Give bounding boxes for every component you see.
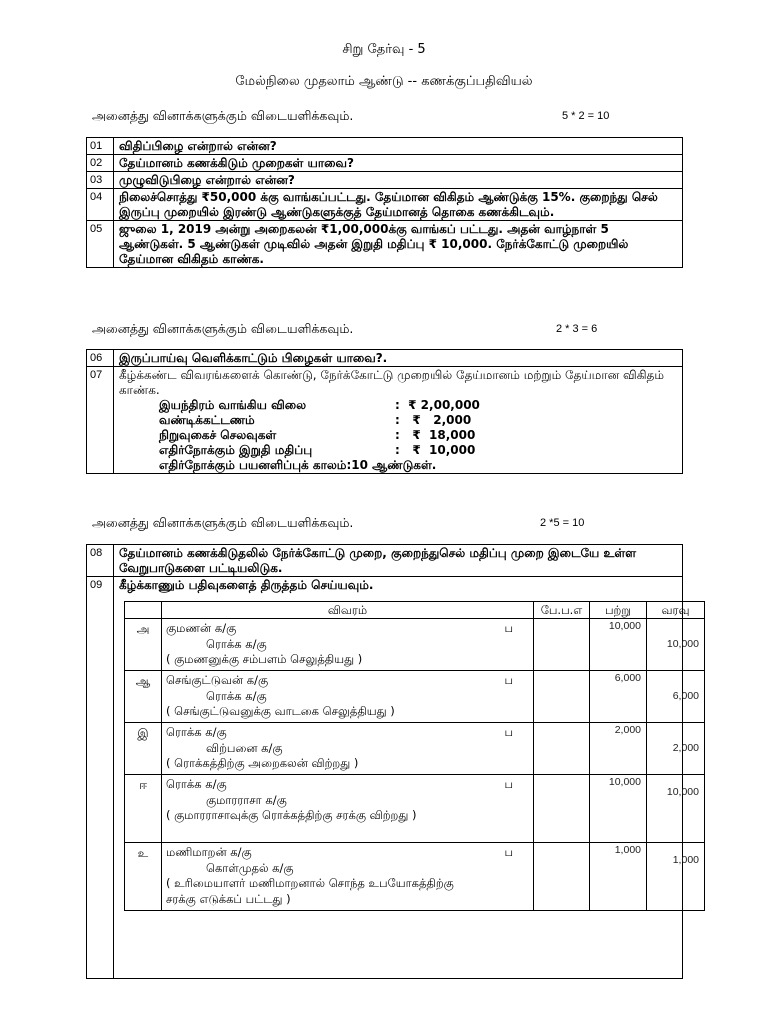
detail-item — [159, 443, 677, 458]
question-number: 09 — [87, 577, 114, 979]
credit-amount-value: 1,000 — [672, 854, 699, 866]
credit-amount-value: 6,000 — [672, 690, 699, 702]
section-1-marks: 5 * 2 = 10 — [562, 110, 610, 122]
entry-narration: ( குமணனுக்கு சம்பளம் செலுத்தியது ) — [166, 652, 363, 666]
question-row — [87, 577, 683, 979]
page-title: சிறு தேர்வு - 5 — [342, 42, 426, 57]
detail-value: : ₹ 10,000 — [395, 443, 476, 457]
question-row — [87, 545, 683, 577]
entry-letter: ஈ — [125, 775, 162, 843]
section-1-questions — [86, 137, 683, 268]
entry-debit-account: ரொக்க க/கு — [166, 725, 227, 739]
entry-letter: ஆ — [125, 671, 162, 723]
entry-narration: ( ரொக்கத்திற்கு அறைகலன் விற்றது ) — [166, 756, 359, 770]
detail-item — [159, 398, 677, 413]
entry-letter: இ — [125, 723, 162, 775]
question-row — [87, 350, 683, 367]
entry-debit-amount — [590, 843, 647, 911]
debit-amount-value: 6,000 — [614, 672, 641, 684]
entry-pa: ப — [504, 725, 513, 739]
credit-amount-value: 2,000 — [672, 742, 699, 754]
section-3-heading: அனைத்து வினாக்களுக்கும் விடையளிக்கவும். — [92, 515, 354, 530]
entry-pa: ப — [504, 673, 513, 687]
entry-credit-account: விற்பனை க/கு — [206, 740, 283, 755]
question-row — [87, 367, 683, 474]
question-text: கீழ்க்காணும் பதிவுகளைத் திருத்தம் செய்யவும். — [119, 578, 374, 592]
detail-label: நிறுவுகைச் செலவுகள் — [159, 428, 277, 442]
section-1-heading: அனைத்து வினாக்களுக்கும் விடையளிக்கவும். — [92, 108, 354, 123]
detail-value: : ₹ 2,000 — [395, 413, 472, 427]
debit-amount-value: 10,000 — [608, 776, 641, 788]
question-number: 03 — [87, 172, 114, 189]
detail-value: :10 ஆண்டுகள். — [346, 458, 437, 472]
question-cell — [114, 577, 699, 979]
journal-header-credit: வரவு — [647, 602, 705, 619]
detail-label: வண்டிக்கட்டணம் — [159, 413, 255, 427]
entry-narration: ( செங்குட்டுவனுக்கு வாடகை செலுத்தியது ) — [166, 704, 395, 718]
detail-label: இயந்திரம் வாங்கிய விலை — [159, 398, 307, 412]
section-2-heading: அனைத்து வினாக்களுக்கும் விடையளிக்கவும். — [92, 321, 354, 336]
journal-row — [125, 843, 705, 911]
journal-row — [125, 723, 705, 775]
entry-debit-account: ரொக்க க/கு — [166, 777, 227, 791]
question-row — [87, 221, 683, 268]
debit-amount-value: 2,000 — [614, 724, 641, 736]
question-number: 04 — [87, 189, 114, 221]
entry-debit-amount — [590, 775, 647, 843]
debit-amount-value: 10,000 — [608, 620, 641, 632]
entry-credit-amount — [647, 723, 705, 775]
entry-pa: ப — [504, 845, 513, 859]
details-list — [159, 398, 677, 473]
entry-particulars — [162, 619, 534, 671]
journal-table — [124, 601, 705, 911]
journal-header-lf: பே.ப.எ — [534, 602, 590, 619]
question-row — [87, 155, 683, 172]
entry-narration: ( உரிமையாளர் மணிமாறனால் சொந்த உபயோகத்திற்கு சரக்கு எடுக்கப் பட்டது ) — [166, 876, 454, 906]
question-text: நிலைச்சொத்து ₹50,000 க்கு வாங்கப்பட்டது. தேய்மான விகிதம் ஆண்டுக்கு 15%. குறைந்து செல் இருப்பு முறையில் இரண்டு ஆண்டுகளுக்குத் தேய்மானத் தொகை கணக்கிடவும். — [114, 189, 683, 221]
question-text: விதிப்பிழை என்றால் என்ன? — [114, 138, 683, 155]
journal-row — [125, 671, 705, 723]
journal-header-particulars: விவரம் — [162, 602, 534, 619]
question-text: ஜுலை 1, 2019 அன்று அறைகலன் ₹1,00,000க்கு வாங்கப் பட்டது. அதன் வாழ்நாள் 5 ஆண்டுகள். 5 ஆண்டுகள் முடிவில் அதன் இறுதி மதிப்பு ₹ 10,000. நேர்க்கோட்டு முறையில் தேய்மான விகிதம் காண்க. — [114, 221, 683, 268]
question-number: 08 — [87, 545, 114, 577]
entry-credit-amount — [647, 619, 705, 671]
journal-row — [125, 775, 705, 843]
detail-value: : ₹ 2,00,000 — [395, 398, 480, 412]
entry-lf — [534, 723, 590, 775]
question-text: தேய்மானம் கணக்கிடுதலில் நேர்க்கோட்டு முறை, குறைந்துசெல் மதிப்பு முறை இடையே உள்ள வேறுபாடுகளை பட்டியலிடுக. — [114, 545, 683, 577]
section-3-marks: 2 *5 = 10 — [540, 517, 585, 529]
detail-label: எதிர்நோக்கும் இறுதி மதிப்பு — [159, 443, 313, 457]
question-number: 05 — [87, 221, 114, 268]
entry-lf — [534, 775, 590, 843]
entry-credit-amount — [647, 775, 705, 843]
entry-credit-account: கொள்முதல் க/கு — [206, 860, 294, 875]
question-text: தேய்மானம் கணக்கிடும் முறைகள் யாவை? — [114, 155, 683, 172]
question-number: 01 — [87, 138, 114, 155]
question-number: 02 — [87, 155, 114, 172]
question-row — [87, 138, 683, 155]
entry-lf — [534, 619, 590, 671]
entry-letter: அ — [125, 619, 162, 671]
question-row — [87, 172, 683, 189]
page-subtitle: மேல்நிலை முதலாம் ஆண்டு -- கணக்குப்பதிவியல் — [235, 74, 533, 89]
question-cell — [114, 367, 683, 474]
credit-amount-value: 10,000 — [666, 786, 699, 798]
entry-debit-amount — [590, 723, 647, 775]
entry-credit-account: குமாரராசா க/கு — [206, 792, 287, 807]
entry-particulars — [162, 775, 534, 843]
detail-label: எதிர்நோக்கும் பயனளிப்புக் காலம் — [159, 458, 347, 472]
entry-particulars — [162, 671, 534, 723]
entry-lf — [534, 843, 590, 911]
entry-debit-account: மணிமாறன் க/கு — [166, 845, 252, 859]
entry-credit-account: ரொக்க க/கு — [206, 688, 267, 703]
section-3-questions — [86, 544, 699, 979]
journal-header-row — [125, 602, 705, 619]
entry-narration: ( குமாரராசாவுக்கு ரொக்கத்திற்கு சரக்கு விற்றது ) — [166, 808, 417, 822]
detail-item — [159, 413, 677, 428]
entry-credit-account: ரொக்க க/கு — [206, 636, 267, 651]
entry-letter: உ — [125, 843, 162, 911]
credit-amount-value: 10,000 — [666, 638, 699, 650]
entry-pa: ப — [504, 777, 513, 791]
section-2-marks: 2 * 3 = 6 — [556, 323, 598, 335]
entry-pa: ப — [504, 621, 513, 635]
question-number: 07 — [87, 367, 114, 474]
section-2-questions — [86, 349, 683, 474]
entry-debit-amount — [590, 619, 647, 671]
journal-header-empty — [125, 602, 162, 619]
question-text: இருப்பாய்வு வெளிக்காட்டும் பிழைகள் யாவை?. — [114, 350, 683, 367]
detail-item — [159, 458, 677, 473]
journal-header-debit: பற்று — [590, 602, 647, 619]
entry-debit-amount — [590, 671, 647, 723]
detail-value: : ₹ 18,000 — [395, 428, 476, 442]
entry-particulars — [162, 843, 534, 911]
entry-debit-account: குமணன் க/கு — [166, 621, 237, 635]
entry-particulars — [162, 723, 534, 775]
entry-debit-account: செங்குட்டுவன் க/கு — [166, 673, 269, 687]
entry-credit-amount — [647, 843, 705, 911]
question-number: 06 — [87, 350, 114, 367]
journal-row — [125, 619, 705, 671]
question-text: கீழ்க்கண்ட விவரங்களைக் கொண்டு, நேர்க்கோட்டு முறையில் தேய்மானம் மற்றும் தேய்மான விகிதம் காண்க. — [119, 368, 664, 397]
question-row — [87, 189, 683, 221]
entry-lf — [534, 671, 590, 723]
debit-amount-value: 1,000 — [614, 844, 641, 856]
question-text: முழுவிடுபிழை என்றால் என்ன? — [114, 172, 683, 189]
entry-credit-amount — [647, 671, 705, 723]
detail-item — [159, 428, 677, 443]
